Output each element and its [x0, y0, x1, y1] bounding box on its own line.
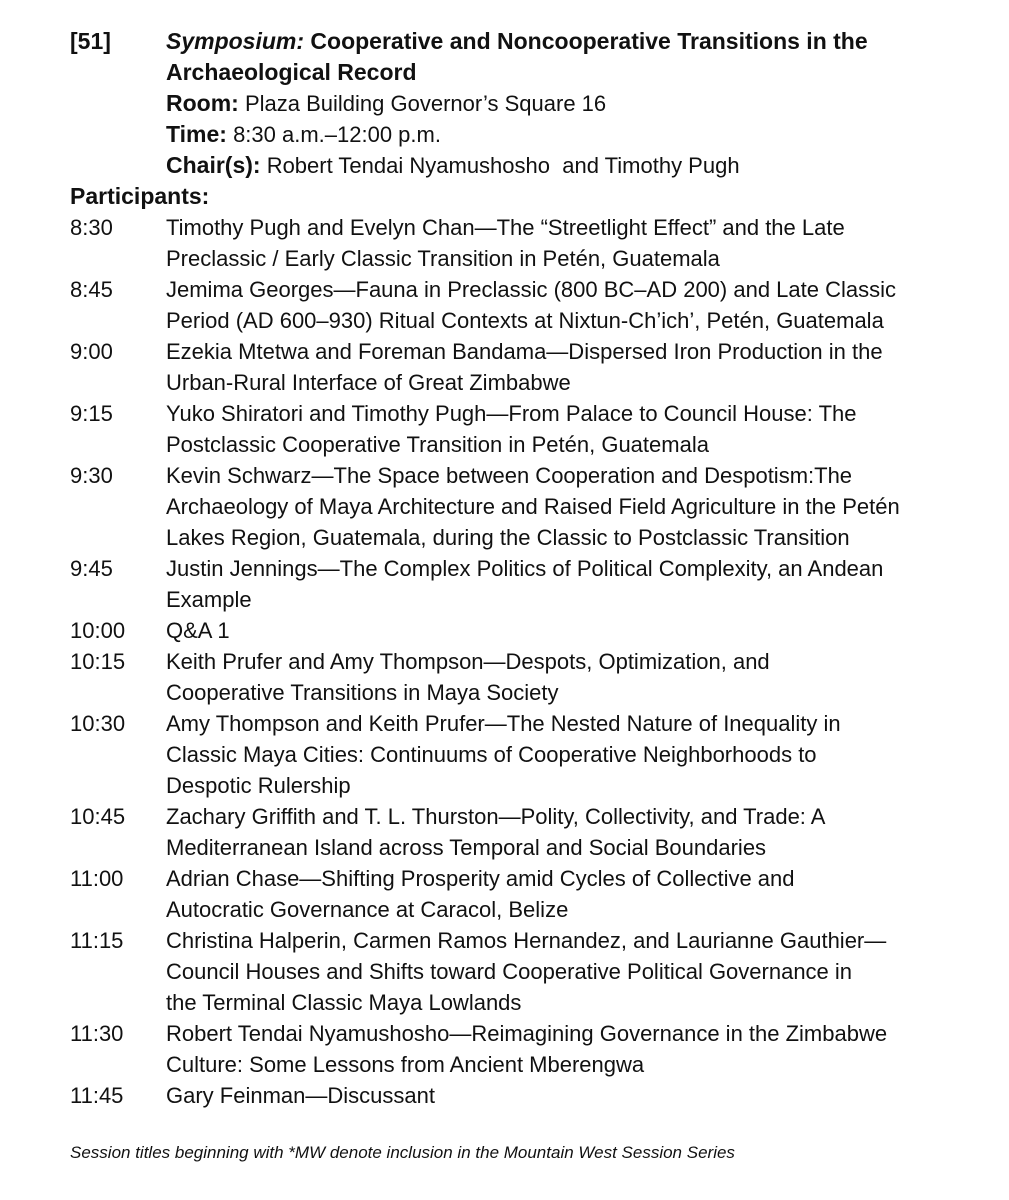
entry-time: 8:30	[70, 215, 113, 240]
entry-description	[166, 708, 950, 801]
entry-line: Yuko Shiratori and Timothy Pugh—From Palace to Council House: The	[166, 401, 857, 426]
list-item	[70, 398, 950, 460]
entry-line: Preclassic / Early Classic Transition in Petén, Guatemala	[166, 246, 720, 271]
entry-time: 10:15	[70, 649, 126, 674]
entry-line: Archaeology of Maya Architecture and Raised Field Agriculture in the Petén	[166, 494, 900, 519]
entry-description	[166, 336, 950, 398]
room-label: Room:	[166, 90, 239, 116]
list-item	[70, 615, 950, 646]
time-label: Time:	[166, 121, 227, 147]
entry-line: Q&A 1	[166, 618, 230, 643]
session-time	[166, 119, 956, 150]
entry-description	[166, 615, 950, 646]
entry-line: Ezekia Mtetwa and Foreman Bandama—Dispersed Iron Production in the	[166, 339, 883, 364]
list-item	[70, 801, 950, 863]
list-item	[70, 1080, 950, 1111]
entry-line: the Terminal Classic Maya Lowlands	[166, 990, 522, 1015]
entry-time: 10:30	[70, 711, 126, 736]
entry-line: Urban-Rural Interface of Great Zimbabwe	[166, 370, 571, 395]
entry-line: Justin Jennings—The Complex Politics of Political Complexity, an Andean	[166, 556, 884, 581]
entry-line: Christina Halperin, Carmen Ramos Hernandez, and Laurianne Gauthier—	[166, 928, 887, 953]
entry-line: Robert Tendai Nyamushosho—Reimagining Governance in the Zimbabwe	[166, 1021, 888, 1046]
list-item	[70, 646, 950, 708]
entry-description	[166, 212, 950, 274]
session-type: Symposium:	[166, 28, 305, 54]
entry-time: 11:45	[70, 1083, 124, 1108]
footnote: Session titles beginning with *MW denote inclusion in the Mountain West Session Series	[70, 1143, 735, 1162]
entry-description	[166, 801, 950, 863]
entry-line: Cooperative Transitions in Maya Society	[166, 680, 559, 705]
session-title	[166, 26, 956, 88]
entry-line: Zachary Griffith and T. L. Thurston—Polity, Collectivity, and Trade: A	[166, 804, 826, 829]
list-item	[70, 553, 950, 615]
session-room	[166, 88, 956, 119]
list-item	[70, 460, 950, 553]
entry-line: Gary Feinman—Discussant	[166, 1083, 435, 1108]
list-item	[70, 336, 950, 398]
session-info	[166, 26, 956, 181]
entry-time: 9:15	[70, 401, 113, 426]
entry-description	[166, 460, 950, 553]
entry-line: Example	[166, 587, 252, 612]
entry-line: Lakes Region, Guatemala, during the Classic to Postclassic Transition	[166, 525, 850, 550]
entry-line: Adrian Chase—Shifting Prosperity amid Cycles of Collective and	[166, 866, 795, 891]
entry-description	[166, 1080, 950, 1111]
entry-time: 9:30	[70, 463, 113, 488]
session-title-line1: Cooperative and Noncooperative Transitions in the	[310, 28, 868, 54]
room-value: Plaza Building Governor’s Square 16	[244, 91, 607, 116]
session-chairs	[166, 150, 956, 181]
entry-line: Keith Prufer and Amy Thompson—Despots, Optimization, and	[166, 649, 770, 674]
entry-line: Autocratic Governance at Caracol, Belize	[166, 897, 569, 922]
entry-description	[166, 863, 950, 925]
entry-time: 10:45	[70, 804, 126, 829]
participant-list	[70, 212, 950, 1111]
entry-time: 9:00	[70, 339, 113, 364]
entry-time: 11:00	[70, 866, 124, 891]
session-title-line2: Archaeological Record	[166, 59, 417, 85]
chair-value: Robert Tendai Nyamushosho and Timothy Pugh	[266, 153, 740, 178]
entry-description	[166, 553, 950, 615]
list-item	[70, 863, 950, 925]
list-item	[70, 708, 950, 801]
entry-description	[166, 398, 950, 460]
entry-line: Amy Thompson and Keith Prufer—The Nested Nature of Inequality in	[166, 711, 841, 736]
time-value: 8:30 a.m.–12:00 p.m.	[233, 122, 441, 147]
entry-time: 10:00	[70, 618, 126, 643]
entry-description	[166, 1018, 950, 1080]
entry-line: Council Houses and Shifts toward Cooperative Political Governance in	[166, 959, 853, 984]
entry-line: Despotic Rulership	[166, 773, 351, 798]
entry-time: 11:30	[70, 1021, 124, 1046]
entry-description	[166, 646, 950, 708]
entry-line: Culture: Some Lessons from Ancient Mberengwa	[166, 1052, 645, 1077]
entry-line: Classic Maya Cities: Continuums of Cooperative Neighborhoods to	[166, 742, 817, 767]
participants-heading: Participants:	[70, 183, 210, 209]
session-number: [51]	[70, 28, 111, 54]
entry-line: Kevin Schwarz—The Space between Cooperation and Despotism:The	[166, 463, 853, 488]
list-item	[70, 212, 950, 274]
list-item	[70, 1018, 950, 1080]
list-item	[70, 925, 950, 1018]
entry-description	[166, 274, 950, 336]
entry-time: 8:45	[70, 277, 113, 302]
chair-label: Chair(s):	[166, 152, 261, 178]
entry-line: Period (AD 600–930) Ritual Contexts at Nixtun-Ch’ich’, Petén, Guatemala	[166, 308, 884, 333]
entry-time: 11:15	[70, 928, 124, 953]
entry-time: 9:45	[70, 556, 113, 581]
list-item	[70, 274, 950, 336]
entry-line: Timothy Pugh and Evelyn Chan—The “Streetlight Effect” and the Late	[166, 215, 845, 240]
entry-line: Jemima Georges—Fauna in Preclassic (800 BC–AD 200) and Late Classic	[166, 277, 896, 302]
entry-description	[166, 925, 950, 1018]
entry-line: Mediterranean Island across Temporal and Social Boundaries	[166, 835, 767, 860]
entry-line: Postclassic Cooperative Transition in Petén, Guatemala	[166, 432, 709, 457]
